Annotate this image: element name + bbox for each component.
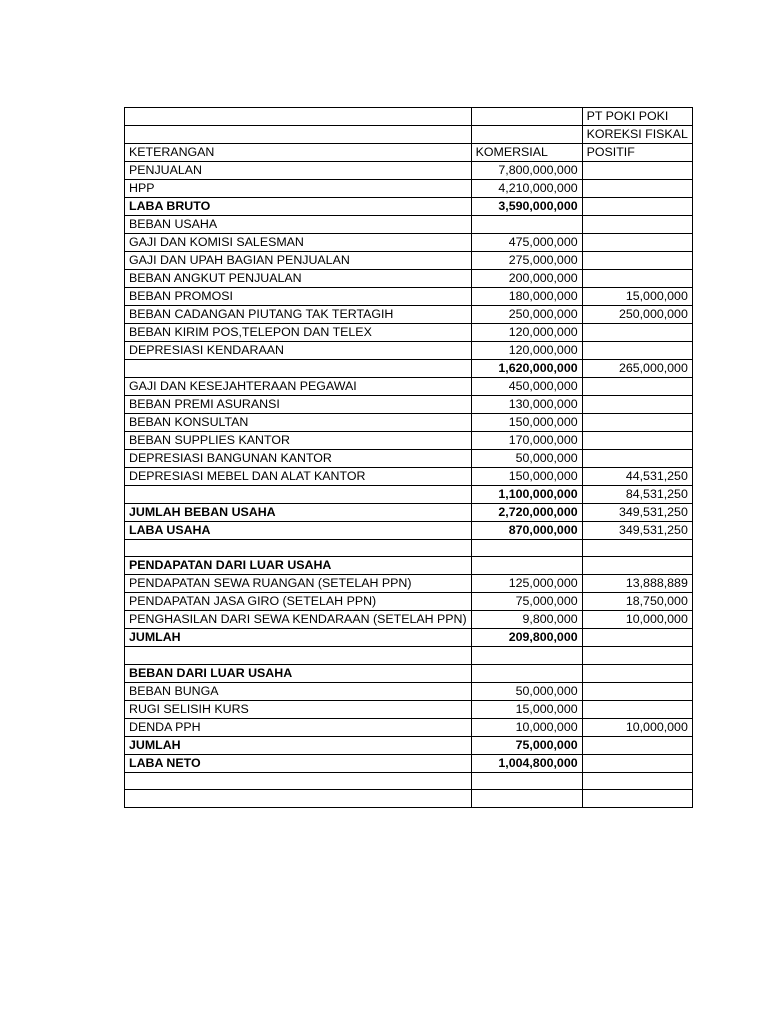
komersial-cell[interactable]: 9,800,000 xyxy=(471,611,582,629)
table-body xyxy=(125,108,693,808)
positif-cell[interactable] xyxy=(582,234,692,252)
positif-cell[interactable]: 349,531,250 xyxy=(582,522,692,540)
komersial-cell[interactable]: 475,000,000 xyxy=(471,234,582,252)
keterangan-cell[interactable]: JUMLAH xyxy=(125,736,472,754)
table-row xyxy=(125,198,693,216)
komersial-cell[interactable] xyxy=(471,772,582,789)
komersial-cell[interactable]: 870,000,000 xyxy=(471,522,582,540)
komersial-cell[interactable]: 120,000,000 xyxy=(471,342,582,360)
komersial-cell[interactable]: 75,000,000 xyxy=(471,736,582,754)
table-row xyxy=(125,540,693,557)
positif-cell[interactable] xyxy=(582,432,692,450)
table-row xyxy=(125,414,693,432)
cell[interactable] xyxy=(471,126,582,144)
komersial-cell[interactable]: 1,004,800,000 xyxy=(471,754,582,772)
table-row xyxy=(125,180,693,198)
table-row xyxy=(125,700,693,718)
keterangan-cell[interactable] xyxy=(125,486,472,504)
header-row-columns xyxy=(125,144,693,162)
positif-cell[interactable]: 265,000,000 xyxy=(582,360,692,378)
table-row xyxy=(125,629,693,647)
komersial-cell[interactable]: 4,210,000,000 xyxy=(471,180,582,198)
keterangan-cell[interactable]: BEBAN BUNGA xyxy=(125,682,472,700)
keterangan-cell[interactable]: BEBAN KIRIM POS,TELEPON DAN TELEX xyxy=(125,324,472,342)
table-row xyxy=(125,468,693,486)
positif-cell[interactable]: 250,000,000 xyxy=(582,306,692,324)
komersial-cell[interactable]: 150,000,000 xyxy=(471,468,582,486)
keterangan-cell[interactable]: BEBAN KONSULTAN xyxy=(125,414,472,432)
komersial-cell[interactable]: 200,000,000 xyxy=(471,270,582,288)
komersial-cell[interactable]: 10,000,000 xyxy=(471,718,582,736)
komersial-cell[interactable]: 250,000,000 xyxy=(471,306,582,324)
keterangan-cell[interactable]: DEPRESIASI BANGUNAN KANTOR xyxy=(125,450,472,468)
table-row xyxy=(125,270,693,288)
komersial-cell[interactable] xyxy=(471,216,582,234)
cell[interactable] xyxy=(471,108,582,126)
keterangan-cell[interactable]: GAJI DAN KOMISI SALESMAN xyxy=(125,234,472,252)
positif-cell[interactable] xyxy=(582,396,692,414)
positif-cell[interactable] xyxy=(582,664,692,682)
table-row xyxy=(125,324,693,342)
komersial-cell[interactable]: 120,000,000 xyxy=(471,324,582,342)
positif-cell[interactable] xyxy=(582,736,692,754)
komersial-cell[interactable]: 1,620,000,000 xyxy=(471,360,582,378)
table-row xyxy=(125,288,693,306)
komersial-cell[interactable] xyxy=(471,647,582,664)
keterangan-cell[interactable]: LABA USAHA xyxy=(125,522,472,540)
keterangan-cell[interactable]: DEPRESIASI MEBEL DAN ALAT KANTOR xyxy=(125,468,472,486)
keterangan-cell[interactable]: BEBAN USAHA xyxy=(125,216,472,234)
table-row xyxy=(125,450,693,468)
positif-cell[interactable]: 15,000,000 xyxy=(582,288,692,306)
table-row xyxy=(125,396,693,414)
table-row xyxy=(125,360,693,378)
positif-cell[interactable] xyxy=(582,216,692,234)
keterangan-cell[interactable]: BEBAN PREMI ASURANSI xyxy=(125,396,472,414)
table-row xyxy=(125,575,693,593)
positif-cell[interactable]: 44,531,250 xyxy=(582,468,692,486)
positif-cell[interactable] xyxy=(582,772,692,789)
positif-cell[interactable]: 10,000,000 xyxy=(582,611,692,629)
cell[interactable] xyxy=(125,126,472,144)
positif-cell[interactable]: 13,888,889 xyxy=(582,575,692,593)
keterangan-cell[interactable]: JUMLAH xyxy=(125,629,472,647)
positif-cell[interactable] xyxy=(582,324,692,342)
positif-cell[interactable]: 18,750,000 xyxy=(582,593,692,611)
table-row xyxy=(125,754,693,772)
keterangan-cell[interactable]: DEPRESIASI KENDARAAN xyxy=(125,342,472,360)
positif-cell[interactable] xyxy=(582,270,692,288)
positif-cell[interactable] xyxy=(582,790,692,807)
keterangan-cell[interactable]: BEBAN DARI LUAR USAHA xyxy=(125,664,472,682)
table-row xyxy=(125,664,693,682)
keterangan-cell[interactable]: PENDAPATAN DARI LUAR USAHA xyxy=(125,557,472,575)
komersial-cell[interactable]: 130,000,000 xyxy=(471,396,582,414)
table-row xyxy=(125,682,693,700)
table-row xyxy=(125,486,693,504)
positif-cell[interactable]: 349,531,250 xyxy=(582,504,692,522)
keterangan-cell[interactable] xyxy=(125,790,472,807)
table-row xyxy=(125,736,693,754)
keterangan-cell[interactable]: BEBAN CADANGAN PIUTANG TAK TERTAGIH xyxy=(125,306,472,324)
positif-cell[interactable] xyxy=(582,540,692,557)
komersial-cell[interactable]: 125,000,000 xyxy=(471,575,582,593)
table-row xyxy=(125,306,693,324)
komersial-cell[interactable]: 209,800,000 xyxy=(471,629,582,647)
positif-cell[interactable] xyxy=(582,162,692,180)
fiscal-correction-table xyxy=(124,107,693,808)
table-row xyxy=(125,252,693,270)
keterangan-cell[interactable] xyxy=(125,360,472,378)
positif-cell[interactable] xyxy=(582,557,692,575)
keterangan-header[interactable]: KETERANGAN xyxy=(125,144,472,162)
komersial-cell[interactable]: 50,000,000 xyxy=(471,450,582,468)
table-row xyxy=(125,432,693,450)
komersial-cell[interactable]: 3,590,000,000 xyxy=(471,198,582,216)
positif-cell[interactable] xyxy=(582,629,692,647)
positif-cell[interactable] xyxy=(582,754,692,772)
positif-cell[interactable] xyxy=(582,180,692,198)
table-row xyxy=(125,718,693,736)
keterangan-cell[interactable]: BEBAN ANGKUT PENJUALAN xyxy=(125,270,472,288)
keterangan-cell[interactable]: PENGHASILAN DARI SEWA KENDARAAN (SETELAH PPN) xyxy=(125,611,472,629)
keterangan-cell[interactable]: HPP xyxy=(125,180,472,198)
komersial-cell[interactable]: 180,000,000 xyxy=(471,288,582,306)
komersial-cell[interactable] xyxy=(471,540,582,557)
table-row xyxy=(125,216,693,234)
positif-cell[interactable] xyxy=(582,682,692,700)
komersial-cell[interactable]: 2,720,000,000 xyxy=(471,504,582,522)
positif-cell[interactable] xyxy=(582,414,692,432)
komersial-cell[interactable]: 170,000,000 xyxy=(471,432,582,450)
keterangan-cell[interactable]: LABA NETO xyxy=(125,754,472,772)
header-row-correction xyxy=(125,126,693,144)
fiscal-correction-cell[interactable]: KOREKSI FISKAL xyxy=(582,126,692,144)
keterangan-cell[interactable]: PENDAPATAN JASA GIRO (SETELAH PPN) xyxy=(125,593,472,611)
table-row xyxy=(125,162,693,180)
table-row xyxy=(125,593,693,611)
keterangan-cell[interactable] xyxy=(125,540,472,557)
komersial-cell[interactable] xyxy=(471,557,582,575)
keterangan-cell[interactable] xyxy=(125,647,472,664)
komersial-cell[interactable] xyxy=(471,664,582,682)
positif-cell[interactable] xyxy=(582,450,692,468)
header-row-company xyxy=(125,108,693,126)
keterangan-cell[interactable] xyxy=(125,772,472,789)
cell[interactable] xyxy=(125,108,472,126)
komersial-cell[interactable] xyxy=(471,790,582,807)
table-row xyxy=(125,504,693,522)
table-row xyxy=(125,647,693,664)
keterangan-cell[interactable]: GAJI DAN KESEJAHTERAAN PEGAWAI xyxy=(125,378,472,396)
table-row xyxy=(125,522,693,540)
positif-cell[interactable] xyxy=(582,378,692,396)
table-row xyxy=(125,557,693,575)
company-name-cell[interactable]: PT POKI POKI xyxy=(582,108,692,126)
keterangan-cell[interactable]: JUMLAH BEBAN USAHA xyxy=(125,504,472,522)
komersial-cell[interactable]: 7,800,000,000 xyxy=(471,162,582,180)
positif-cell[interactable]: 10,000,000 xyxy=(582,718,692,736)
table-row xyxy=(125,611,693,629)
table-row xyxy=(125,790,693,807)
positif-header[interactable]: POSITIF xyxy=(582,144,692,162)
keterangan-cell[interactable]: PENDAPATAN SEWA RUANGAN (SETELAH PPN) xyxy=(125,575,472,593)
keterangan-cell[interactable]: PENJUALAN xyxy=(125,162,472,180)
keterangan-cell[interactable]: BEBAN SUPPLIES KANTOR xyxy=(125,432,472,450)
keterangan-cell[interactable]: RUGI SELISIH KURS xyxy=(125,700,472,718)
table-row xyxy=(125,772,693,789)
positif-cell[interactable]: 84,531,250 xyxy=(582,486,692,504)
keterangan-cell[interactable]: DENDA PPH xyxy=(125,718,472,736)
komersial-cell[interactable]: 450,000,000 xyxy=(471,378,582,396)
komersial-cell[interactable]: 1,100,000,000 xyxy=(471,486,582,504)
table-row xyxy=(125,234,693,252)
komersial-header[interactable]: KOMERSIAL xyxy=(471,144,582,162)
komersial-cell[interactable]: 50,000,000 xyxy=(471,682,582,700)
table-row xyxy=(125,342,693,360)
keterangan-cell[interactable]: BEBAN PROMOSI xyxy=(125,288,472,306)
keterangan-cell[interactable]: GAJI DAN UPAH BAGIAN PENJUALAN xyxy=(125,252,472,270)
positif-cell[interactable] xyxy=(582,342,692,360)
positif-cell[interactable] xyxy=(582,700,692,718)
komersial-cell[interactable]: 275,000,000 xyxy=(471,252,582,270)
komersial-cell[interactable]: 15,000,000 xyxy=(471,700,582,718)
komersial-cell[interactable]: 75,000,000 xyxy=(471,593,582,611)
positif-cell[interactable] xyxy=(582,252,692,270)
komersial-cell[interactable]: 150,000,000 xyxy=(471,414,582,432)
positif-cell[interactable] xyxy=(582,647,692,664)
table-row xyxy=(125,378,693,396)
keterangan-cell[interactable]: LABA BRUTO xyxy=(125,198,472,216)
positif-cell[interactable] xyxy=(582,198,692,216)
